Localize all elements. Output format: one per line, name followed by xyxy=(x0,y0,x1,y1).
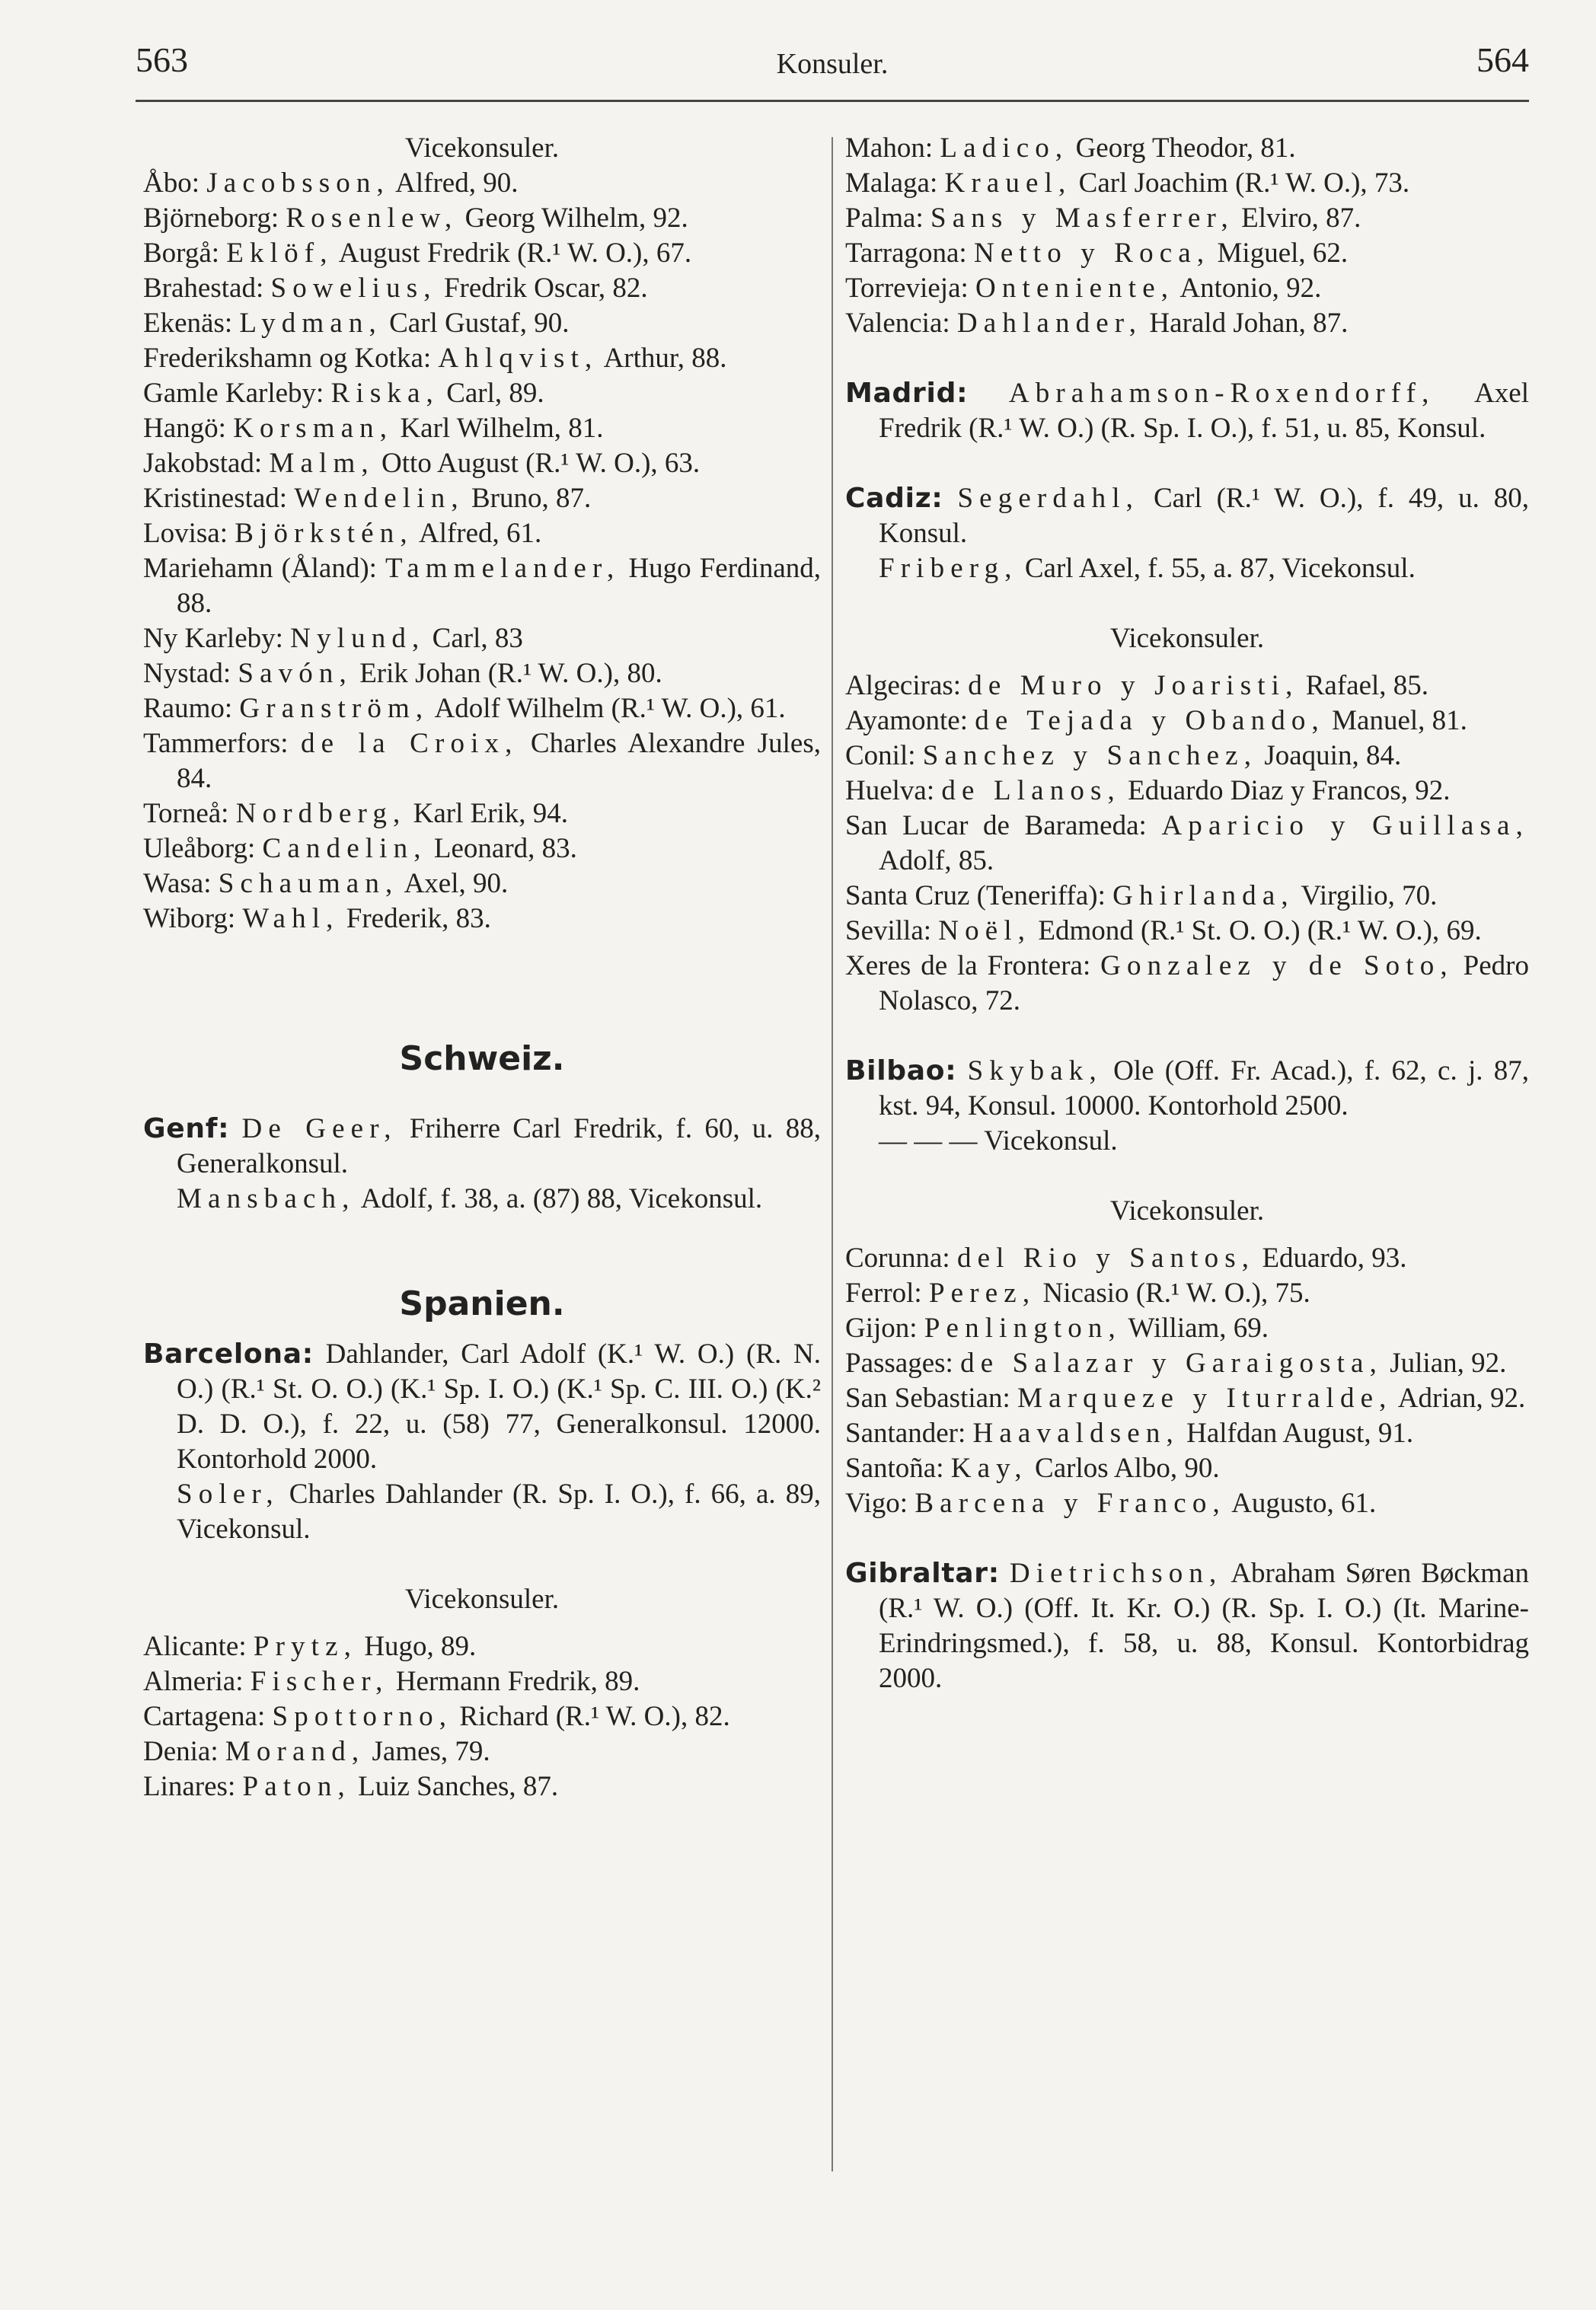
city-label: Genf: xyxy=(143,1113,230,1144)
city-label: Gibraltar: xyxy=(845,1558,1000,1589)
consul-details: Arthur, 88. xyxy=(598,343,727,374)
place-label: Palma: xyxy=(845,203,924,234)
consul-details: Carl, 89. xyxy=(439,378,544,409)
consul-details: Alfred, 61. xyxy=(413,518,542,549)
consul-details: Frederik, 83. xyxy=(339,903,491,934)
consul-name: Marqueze y Iturralde, xyxy=(1017,1383,1393,1414)
list-item xyxy=(143,516,821,551)
consul-name: Nylund, xyxy=(290,623,426,654)
place-label: Santander: xyxy=(845,1418,966,1449)
list-item xyxy=(845,271,1529,306)
consul-details: Adolf, f. 38, a. (87) 88, Vicekonsul. xyxy=(355,1183,763,1214)
list-item xyxy=(143,1734,821,1769)
list-item xyxy=(845,1346,1529,1381)
consul-details: Carl, 83 xyxy=(425,623,523,654)
list-item xyxy=(845,879,1529,914)
list-item xyxy=(143,656,821,691)
consul-name: Netto y Roca, xyxy=(973,238,1211,269)
section-subheading: Vicekonsuler. xyxy=(1109,623,1265,654)
place-label: Valencia: xyxy=(845,308,950,339)
consul-name: Sanchez y Sanchez, xyxy=(922,740,1258,771)
consul-details: Carl Axel, f. 55, a. 87, Vicekonsul. xyxy=(1017,553,1416,584)
list-item xyxy=(143,271,821,306)
list-item xyxy=(845,739,1529,774)
left-column xyxy=(143,131,821,1804)
consul-entry xyxy=(845,551,1529,586)
spain-vicekonsul-list-continued xyxy=(845,131,1529,341)
place-label: Ayamonte: xyxy=(845,705,969,736)
place-label: Tammerfors: xyxy=(143,728,289,759)
place-label: San Sebastian: xyxy=(845,1383,1010,1414)
list-item xyxy=(845,1416,1529,1451)
consul-name: Sans y Masferrer, xyxy=(930,203,1234,234)
consul-details: Charles Alexandre Jules, 84. xyxy=(177,728,821,794)
consul-details: Abraham Søren Bøckman (R.¹ W. O.) (Off. It. Kr. O.) (R. Sp. I. O.) (It. Marine-Erindringsmed.), f. 58, u. 88, Konsul. Kontorbidrag 2000. xyxy=(879,1558,1530,1694)
consul-name: Friberg, xyxy=(879,553,1018,584)
consul-name: Soler, xyxy=(177,1479,279,1510)
place-label: Brahestad: xyxy=(143,273,264,304)
place-label: Sevilla: xyxy=(845,915,932,946)
consul-name: Paton, xyxy=(242,1771,351,1802)
consul-details: Carlos Albo, 90. xyxy=(1027,1453,1220,1484)
list-item xyxy=(845,668,1529,704)
consul-details: Augusto, 61. xyxy=(1225,1488,1377,1519)
consul-details: Luiz Sanches, 87. xyxy=(350,1771,559,1802)
consul-details: Antonio, 92. xyxy=(1174,273,1322,304)
consul-details: Eduardo Diaz y Francos, 92. xyxy=(1120,775,1451,806)
consul-details: Edmond (R.¹ St. O. O.) (R.¹ W. O.), 69. xyxy=(1031,915,1482,946)
consul-name: De Geer, xyxy=(241,1113,397,1144)
consul-entry xyxy=(143,1337,821,1477)
place-label: Xeres de la Frontera: xyxy=(845,950,1091,981)
place-label: Tarragona: xyxy=(845,238,967,269)
list-item xyxy=(845,1381,1529,1416)
list-item xyxy=(845,1311,1529,1346)
place-label: Gamle Karleby: xyxy=(143,378,324,409)
place-label: Lovisa: xyxy=(143,518,228,549)
list-item xyxy=(845,1486,1529,1521)
place-label: Raumo: xyxy=(143,693,233,724)
place-label: Kristinestad: xyxy=(143,483,288,514)
place-label: Torneå: xyxy=(143,798,229,829)
city-label: Madrid: xyxy=(845,378,969,409)
consul-name: Sowelius, xyxy=(270,273,437,304)
consul-details: Ole (Off. Fr. Acad.), f. 62, c. j. 87, kst. 94, Konsul. 10000. Kontorhold 2500. xyxy=(879,1055,1529,1121)
consul-details: Pedro Nolasco, 72. xyxy=(879,950,1529,1016)
list-item xyxy=(143,411,821,446)
place-label: Mahon: xyxy=(845,132,934,164)
place-label: Cartagena: xyxy=(143,1701,266,1732)
consul-details: Rafael, 85. xyxy=(1298,670,1429,701)
list-item xyxy=(143,1699,821,1734)
consul-name: Penlington, xyxy=(924,1313,1122,1344)
consul-name: Barcena y Franco, xyxy=(915,1488,1226,1519)
list-item xyxy=(845,809,1529,879)
country-heading-spanien: Spanien. xyxy=(399,1284,565,1323)
consul-name: Granström, xyxy=(239,693,429,724)
consul-name: de la Croix, xyxy=(300,728,519,759)
consul-details: Friherre Carl Fredrik, f. 60, u. 88, Generalkonsul. xyxy=(177,1113,821,1179)
list-item xyxy=(143,166,821,201)
section-subheading: Vicekonsuler. xyxy=(404,132,560,164)
place-label: Jakobstad: xyxy=(143,448,263,479)
consul-details: Erik Johan (R.¹ W. O.), 80. xyxy=(352,658,662,689)
consul-name: de Muro y Joaristi, xyxy=(968,670,1299,701)
list-item xyxy=(143,1769,821,1804)
consul-details: Bruno, 87. xyxy=(464,483,592,514)
consul-details: August Fredrik (R.¹ W. O.), 67. xyxy=(333,238,692,269)
consul-name: de Tejada y Obando, xyxy=(975,705,1325,736)
place-label: Frederikshamn og Kotka: xyxy=(143,343,432,374)
consul-name: Kay, xyxy=(950,1453,1028,1484)
page-number-left: 563 xyxy=(136,40,188,79)
consul-details: Carl Joachim (R.¹ W. O.), 73. xyxy=(1071,168,1410,199)
list-item xyxy=(143,621,821,656)
place-label: Santoña: xyxy=(845,1453,944,1484)
consul-details: Miguel, 62. xyxy=(1210,238,1349,269)
consul-details: Georg Wilhelm, 92. xyxy=(458,203,688,234)
place-label: Ekenäs: xyxy=(143,308,233,339)
list-item xyxy=(845,949,1529,1019)
consul-name: Skybak, xyxy=(967,1055,1103,1086)
consul-name: Fischer, xyxy=(250,1666,389,1697)
consul-details: Hugo, 89. xyxy=(357,1631,477,1662)
consul-details: Harald Johan, 87. xyxy=(1142,308,1349,339)
place-label: Nystad: xyxy=(143,658,231,689)
page-title: Konsuler. xyxy=(776,48,889,80)
consul-details: Nicasio (R.¹ W. O.), 75. xyxy=(1036,1278,1310,1309)
consul-name: Björkstén, xyxy=(235,518,413,549)
consul-details: Karl Wilhelm, 81. xyxy=(393,413,604,444)
list-item xyxy=(143,1629,821,1664)
place-label: Björneborg: xyxy=(143,203,279,234)
consul-details: Manuel, 81. xyxy=(1324,705,1467,736)
consul-name: Dahlander, xyxy=(325,1338,449,1370)
list-item xyxy=(143,236,821,271)
consul-name: Aparicio y Guillasa, xyxy=(1161,810,1529,841)
city-label: Cadiz: xyxy=(845,483,943,514)
right-column xyxy=(845,131,1529,1696)
consul-name: Ahlqvist, xyxy=(438,343,598,374)
list-item xyxy=(845,166,1529,201)
consul-name: Dietrichson, xyxy=(1009,1558,1223,1589)
consul-details: Fredrik Oscar, 82. xyxy=(436,273,648,304)
place-label: Åbo: xyxy=(143,168,200,199)
consul-name: Morand, xyxy=(225,1736,365,1767)
consul-details: Elviro, 87. xyxy=(1234,203,1361,234)
consul-details: Carl Gustaf, 90. xyxy=(381,308,570,339)
place-label: Corunna: xyxy=(845,1243,950,1274)
place-label: Linares: xyxy=(143,1771,236,1802)
column-divider xyxy=(832,137,833,2171)
consul-entry xyxy=(143,1182,821,1217)
list-item xyxy=(143,201,821,236)
consul-name: del Rio y Santos, xyxy=(956,1243,1256,1274)
list-item xyxy=(143,691,821,726)
place-label: Denia: xyxy=(143,1736,219,1767)
consul-details: James, 79. xyxy=(365,1736,490,1767)
place-label: Conil: xyxy=(845,740,916,771)
consul-details: Eduardo, 93. xyxy=(1255,1243,1407,1274)
list-item xyxy=(845,1241,1529,1276)
consul-name: Ladico, xyxy=(940,132,1069,164)
list-item xyxy=(845,914,1529,949)
place-label: San Lucar de Barameda: xyxy=(845,810,1147,841)
list-item xyxy=(143,376,821,411)
consul-entry xyxy=(845,1054,1529,1124)
place-label: Vigo: xyxy=(845,1488,908,1519)
finland-vicekonsul-list xyxy=(143,166,821,936)
consul-entry xyxy=(143,1112,821,1182)
consul-details: Charles Dahlander (R. Sp. I. O.), f. 66, a. 89, Vicekonsul. xyxy=(177,1479,821,1545)
consul-name: Spottorno, xyxy=(272,1701,453,1732)
consul-name: Eklöf, xyxy=(226,238,334,269)
list-item xyxy=(143,481,821,516)
consul-name: Krauel, xyxy=(944,168,1072,199)
place-label: Mariehamn (Åland): xyxy=(143,553,377,584)
city-label: Barcelona: xyxy=(143,1338,314,1370)
place-label: Hangö: xyxy=(143,413,226,444)
place-label: Huelva: xyxy=(845,775,935,806)
consul-name: Haavaldsen, xyxy=(972,1418,1179,1449)
consul-name: Wahl, xyxy=(242,903,340,934)
bilbao-vicekonsul-list xyxy=(845,1241,1529,1521)
place-label: Borgå: xyxy=(143,238,220,269)
consul-details: Virgilio, 70. xyxy=(1294,880,1438,911)
consul-name: Lydman, xyxy=(239,308,382,339)
place-label: Ferrol: xyxy=(845,1278,922,1309)
city-label: Bilbao: xyxy=(845,1055,957,1086)
consul-details: Otto August (R.¹ W. O.), 63. xyxy=(374,448,701,479)
page-number-right: 564 xyxy=(1476,40,1529,79)
consul-name: Onteniente, xyxy=(975,273,1175,304)
consul-details: Axel, 90. xyxy=(398,868,509,899)
consul-name: Gonzalez y de Soto, xyxy=(1100,950,1454,981)
list-item xyxy=(845,236,1529,271)
list-item xyxy=(845,1451,1529,1486)
list-item xyxy=(143,796,821,831)
vacant-vicekonsul: — — — Vicekonsul. xyxy=(879,1125,1118,1157)
list-item xyxy=(845,306,1529,341)
consul-name: Jacobsson, xyxy=(206,168,390,199)
place-label: Almeria: xyxy=(143,1666,244,1697)
country-heading-schweiz: Schweiz. xyxy=(399,1039,565,1078)
consul-details: Adrian, 92. xyxy=(1392,1383,1526,1414)
consul-name: Abrahamson-Roxendorff, xyxy=(1008,378,1435,409)
header-rule xyxy=(136,100,1529,102)
list-item xyxy=(143,341,821,376)
consul-details: Richard (R.¹ W. O.), 82. xyxy=(452,1701,730,1732)
place-label: Wasa: xyxy=(143,868,212,899)
list-item xyxy=(143,446,821,481)
consul-name: Noël, xyxy=(938,915,1032,946)
consul-entry xyxy=(845,1556,1529,1696)
consul-name: Korsman, xyxy=(233,413,394,444)
consul-name: Mansbach, xyxy=(177,1183,356,1214)
consul-entry xyxy=(845,376,1529,446)
list-item xyxy=(143,901,821,936)
consul-name: Malm, xyxy=(269,448,375,479)
cadiz-vicekonsul-list xyxy=(845,668,1529,1019)
consul-details: Alfred, 90. xyxy=(389,168,519,199)
consul-details: Adolf, 85. xyxy=(879,845,994,876)
consul-name: Dahlander, xyxy=(956,308,1143,339)
list-item xyxy=(143,306,821,341)
consul-details: Adolf Wilhelm (R.¹ W. O.), 61. xyxy=(429,693,786,724)
consul-name: de Salazar y Garaigosta, xyxy=(960,1348,1383,1379)
list-item xyxy=(845,201,1529,236)
consul-name: Savón, xyxy=(238,658,353,689)
list-item xyxy=(143,1664,821,1699)
place-label: Alicante: xyxy=(143,1631,247,1662)
place-label: Uleåborg: xyxy=(143,833,256,864)
place-label: Gijon: xyxy=(845,1313,918,1344)
consul-name: Riska, xyxy=(330,378,439,409)
list-item xyxy=(143,831,821,866)
consul-name: Segerdahl, xyxy=(957,483,1140,514)
consul-name: Wendelin, xyxy=(294,483,464,514)
place-label: Passages: xyxy=(845,1348,953,1379)
running-header xyxy=(136,40,1529,93)
place-label: Algeciras: xyxy=(845,670,962,701)
consul-name: Prytz, xyxy=(253,1631,358,1662)
consul-details: Joaquin, 84. xyxy=(1257,740,1402,771)
consul-details: Axel Fredrik (R.¹ W. O.) (R. Sp. I. O.), f. 51, u. 85, Konsul. xyxy=(879,378,1529,444)
place-label: Malaga: xyxy=(845,168,938,199)
consul-details: Carl (R.¹ W. O.), f. 49, u. 80, Konsul. xyxy=(879,483,1530,549)
section-subheading: Vicekonsuler. xyxy=(404,1584,560,1615)
consul-name: Rosenlew, xyxy=(286,203,458,234)
consul-details: Hugo Ferdinand, 88. xyxy=(177,553,822,619)
list-item xyxy=(143,866,821,901)
consul-details: Halfdan August, 91. xyxy=(1179,1418,1414,1449)
consul-name: de Llanos, xyxy=(941,775,1121,806)
consul-details: William, 69. xyxy=(1121,1313,1269,1344)
list-item xyxy=(845,704,1529,739)
consul-name: Perez, xyxy=(928,1278,1036,1309)
list-item xyxy=(143,551,821,621)
place-label: Ny Karleby: xyxy=(143,623,283,654)
place-label: Torrevieja: xyxy=(845,273,969,304)
consul-details: Georg Theodor, 81. xyxy=(1068,132,1296,164)
consul-name: Schauman, xyxy=(218,868,399,899)
list-item xyxy=(845,131,1529,166)
consul-details: Julian, 92. xyxy=(1383,1348,1507,1379)
consul-details: Carl Adolf (K.¹ W. O.) (R. N. O.) (R.¹ St. O. O.) (K.¹ Sp. I. O.) (K.¹ Sp. C. III. O.) (K.² D. D. O.), f. 22, u. (58) 77, Generalkonsul. 12000. Kontorhold 2000. xyxy=(177,1338,821,1475)
consul-name: Tammelander, xyxy=(385,553,621,584)
consul-entry xyxy=(845,481,1529,551)
consul-entry xyxy=(143,1477,821,1547)
place-label: Wiborg: xyxy=(143,903,236,934)
consul-name: Candelin, xyxy=(262,833,427,864)
consul-details: Leonard, 83. xyxy=(426,833,577,864)
list-item xyxy=(143,726,821,796)
list-item xyxy=(845,1276,1529,1311)
consul-name: Ghirlanda, xyxy=(1112,880,1294,911)
consul-name: Nordberg, xyxy=(235,798,407,829)
consul-details: Karl Erik, 94. xyxy=(406,798,569,829)
place-label: Santa Cruz (Teneriffa): xyxy=(845,880,1106,911)
list-item xyxy=(845,774,1529,809)
spain-vicekonsul-list xyxy=(143,1629,821,1804)
section-subheading: Vicekonsuler. xyxy=(1109,1195,1265,1227)
consul-details: Hermann Fredrik, 89. xyxy=(388,1666,640,1697)
